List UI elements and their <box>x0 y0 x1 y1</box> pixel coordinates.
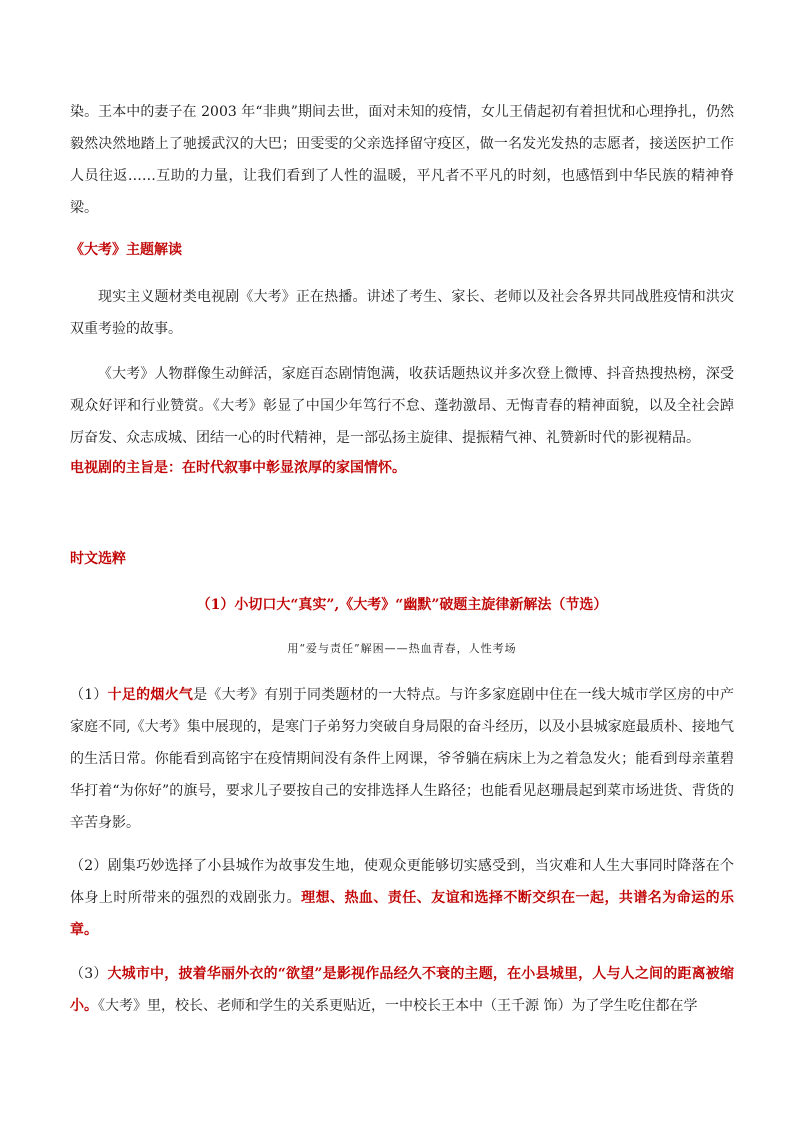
intro-paragraph: 染。王本中的妻子在 2003 年“非典”期间去世，面对未知的疫情，女儿王倩起初有着担忧和心理挣扎，仍然毅然决然地踏上了驰援武汉的大巴；田雯雯的父亲选择留守疫区，做一名发光发热的志愿者，接送医护工作人员往返……互助的力量，让我们看到了人性的温暖，平凡者不平凡的时刻，也感悟到中华民族的精神脊梁。 <box>70 104 734 216</box>
theme-heading: 《大考》主题解读 <box>70 242 182 258</box>
article-subtitle: 用“爱与责任”解困——热血青春，人性考场 <box>287 642 517 655</box>
p2-highlight: 理想、热血、责任、友谊和选择不断交织在一起，共谱名为命运的乐章。 <box>70 890 735 938</box>
p3-highlight: 大城市中，披着华丽外衣的“欲望”是影视作品经久不衰的主题，在小县城里，人与人之间的距离被缩小。 <box>70 966 734 1014</box>
theme-paragraph-2: 《大考》人物群像生动鲜活，家庭百态剧情饱满，收获话题热议并多次登上微博、抖音热搜热榜，深受观众好评和行业赞赏。《大考》彰显了中国少年笃行不怠、蓬勃激昂、无悔青春的精神面貌，以及全社会踔厉奋发、众志成城、团结一心的时代精神，是一部弘扬主旋律、提振精气神、礼赞新时代的影视精品。 <box>70 366 734 446</box>
article-paragraph-2 <box>70 850 734 946</box>
theme-paragraph-1: 现实主义题材类电视剧《大考》正在热播。讲述了考生、家长、老师以及社会各界共同战胜疫情和洪灾双重考验的故事。 <box>70 289 734 337</box>
p3-lead: （3） <box>70 966 108 982</box>
essay-section-heading: 时文选粹 <box>70 551 126 567</box>
article-paragraph-1 <box>70 679 734 839</box>
p1-lead: （1） <box>70 687 108 703</box>
theme-summary: 电视剧的主旨是：在时代叙事中彰显浓厚的家国情怀。 <box>70 460 406 476</box>
article-title: （1）小切口大“真实”,《大考》“幽默”破题主旋律新解法（节选） <box>196 597 608 613</box>
p1-highlight: 十足的烟火气 <box>107 687 194 703</box>
article-paragraph-3 <box>70 958 734 1022</box>
p2-body: （2）剧集巧妙选择了小县城作为故事发生地，使观众更能够切实感受到，当灾难和人生大事同时降落在个体身上时所带来的强烈的戏剧张力。 <box>70 858 734 906</box>
p3-body: 《大考》里，校长、老师和学生的关系更贴近，一中校长王本中（王千源 饰）为了学生吃住都在学 <box>98 998 698 1014</box>
p1-body: 是《大考》有别于同类题材的一大特点。与许多家庭剧中住在一线大城市学区房的中产家庭不同,《大考》集中展现的，是寒门子弟努力突破自身局限的奋斗经历，以及小县城家庭最质朴、接地气的生活日常。你能看到高铭宇在疫情期间没有条件上网课，爷爷躺在病床上为之着急发火；能看到母亲董碧华打着“为你好”的旗号，要求儿子要按自己的安排选择人生路径；也能看见赵珊晨起到菜市场进货、背货的辛苦身影。 <box>70 687 735 831</box>
